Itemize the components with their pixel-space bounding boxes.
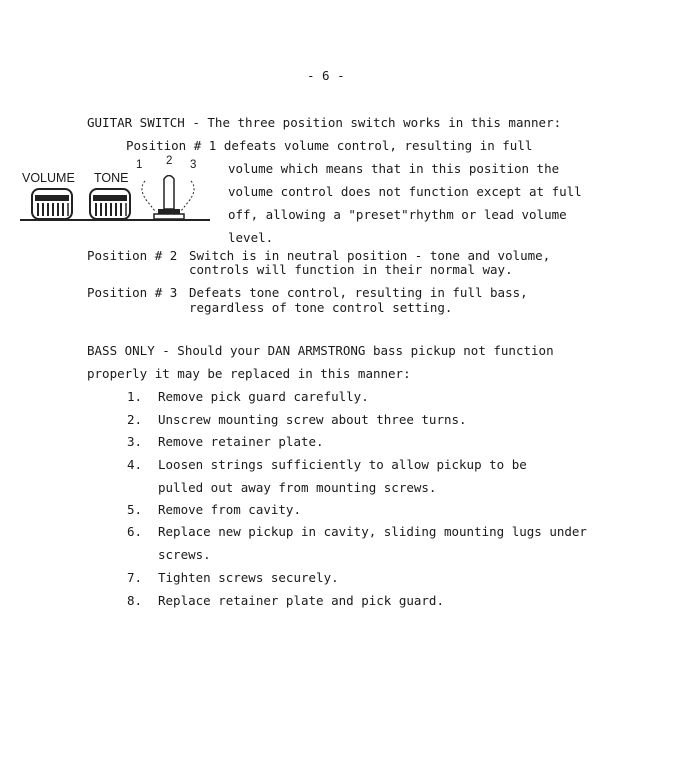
step-3-number: 3.	[127, 434, 143, 449]
position-1-line-4: off, allowing a "preset"rhythm or lead volume	[228, 207, 567, 222]
guitar-switch-heading: GUITAR SWITCH - The three position switch works in this manner:	[87, 115, 562, 130]
tone-knob-icon	[90, 189, 130, 219]
position-3-line-2: regardless of tone control setting.	[189, 300, 453, 315]
step-6-number: 6.	[127, 524, 143, 539]
position-3-line-1: Defeats tone control, resulting in full bass,	[189, 285, 528, 300]
step-8-number: 8.	[127, 593, 143, 608]
step-5-number: 5.	[127, 502, 143, 517]
position-3-label: Position # 3	[87, 285, 178, 300]
step-4-text-line-1: Loosen strings sufficiently to allow pickup to be	[158, 457, 527, 472]
step-6-text-line-1: Replace new pickup in cavity, sliding mounting lugs under	[158, 524, 587, 539]
step-7-number: 7.	[127, 570, 143, 585]
position-1-line-1: Position # 1 defeats volume control, resulting in full	[126, 138, 533, 153]
page-number: - 6 -	[307, 68, 345, 83]
step-3-text: Remove retainer plate.	[158, 434, 324, 449]
step-8-text: Replace retainer plate and pick guard.	[158, 593, 444, 608]
position-1-line-5: level.	[228, 230, 274, 245]
bass-only-intro-line-1: BASS ONLY - Should your DAN ARMSTRONG bass pickup not function	[87, 343, 554, 358]
step-6-text-line-2: screws.	[158, 547, 211, 562]
switch-position-3-label: 3	[190, 159, 197, 171]
step-2-number: 2.	[127, 412, 143, 427]
step-1-text: Remove pick guard carefully.	[158, 389, 369, 404]
switch-position-1-label: 1	[136, 159, 143, 171]
position-1-line-3: volume control does not function except at full	[228, 184, 582, 199]
step-1-number: 1.	[127, 389, 143, 404]
toggle-switch-icon	[142, 176, 194, 220]
position-1-line-2: volume which means that in this position the	[228, 161, 560, 176]
step-7-text: Tighten screws securely.	[158, 570, 339, 585]
position-2-line-2: controls will function in their normal way.	[189, 262, 513, 277]
volume-knob-label: VOLUME	[22, 171, 75, 185]
bass-only-intro-line-2: properly it may be replaced in this manner:	[87, 366, 411, 381]
step-4-number: 4.	[127, 457, 143, 472]
tone-knob-label: TONE	[94, 171, 129, 185]
position-2-label: Position # 2	[87, 248, 178, 263]
step-2-text: Unscrew mounting screw about three turns.	[158, 412, 467, 427]
position-2-line-1: Switch is in neutral position - tone and volume,	[189, 248, 551, 263]
control-diagram	[20, 175, 235, 225]
switch-position-2-label: 2	[166, 155, 173, 167]
step-4-text-line-2: pulled out away from mounting screws.	[158, 480, 437, 495]
volume-knob-icon	[32, 189, 72, 219]
step-5-text: Remove from cavity.	[158, 502, 301, 517]
